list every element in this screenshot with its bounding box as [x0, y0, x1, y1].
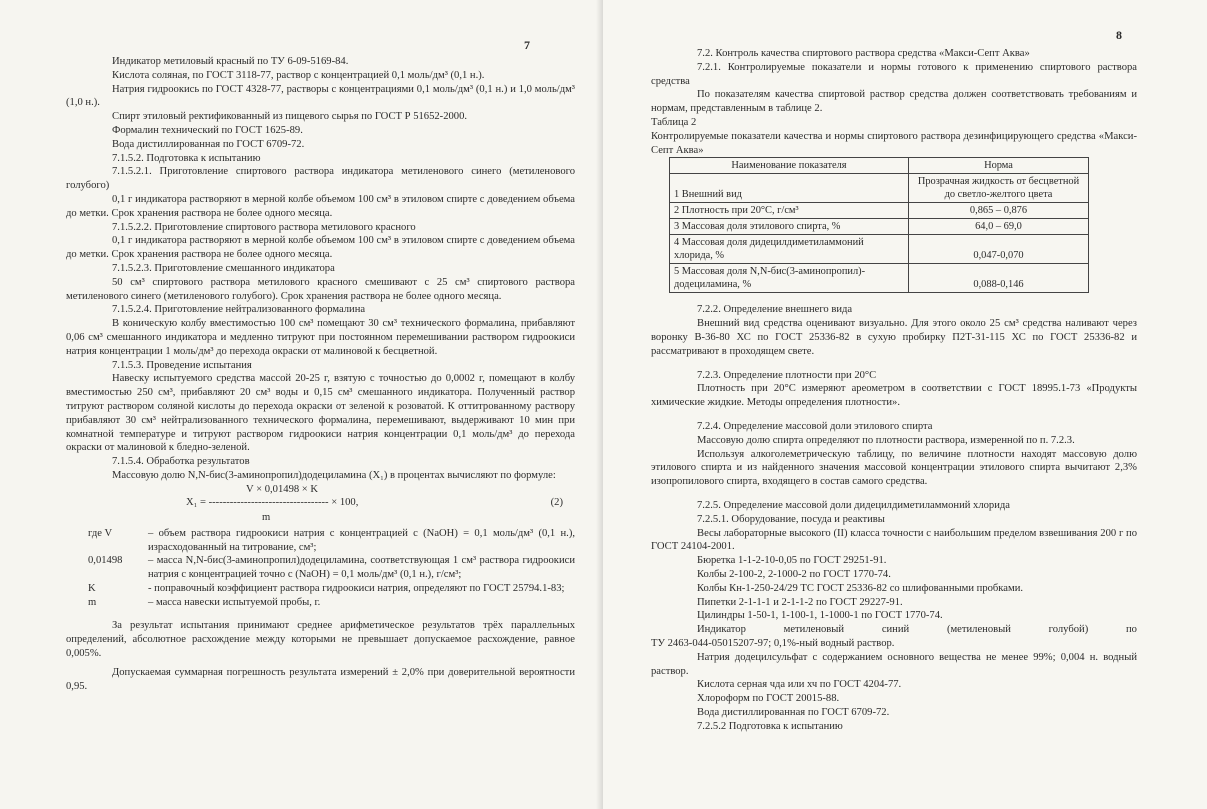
section-heading: 7.2.3. Определение плотности при 20°С — [697, 369, 877, 381]
table-cell-norm: Прозрачная жидкость от бесцветной до светло-желтого цвета — [909, 174, 1089, 203]
paragraph: В коническую колбу вместимостью 100 см³ помещают 30 см³ технического формалина, прибавляют 0,06 см³ смешанного индикатора и медленно титруют при постоянном перемешивании раствором гидроокиси натрия концентрации 1 моль/дм³ до перехода окраски от малиновой к бесцветной. — [66, 318, 575, 357]
formula-denominator: m — [262, 511, 271, 523]
reagent-line: Индикатор метиловый красный по ТУ 6-09-5169-84. — [112, 56, 349, 67]
indicator-word: (метиленовый — [946, 624, 1011, 636]
table-cell-name: 4 Массовая доля дидецилдиметиламмоний хлорида, % — [670, 235, 909, 264]
definition-symbol: K — [88, 582, 96, 594]
indicator-word: по — [1125, 624, 1137, 636]
section-heading: 7.2.1. Контролируемые показатели и нормы готового к применению спиртового раствора средства — [651, 61, 1137, 87]
table-cell-name: 5 Массовая доля N,N-бис(3-аминопропил)-додециламина, % — [670, 264, 909, 293]
definition-row — [66, 596, 575, 610]
table-cell-norm: 0,047-0,070 — [909, 235, 1089, 264]
table-header-cell: Наименование показателя — [670, 158, 909, 174]
paragraph: 50 см³ спиртового раствора метилового красного смешивают с 25 см³ спиртового раствора метиленового синего (метиленового голубого). Срок хранения раствора не более одного месяца. — [66, 276, 575, 302]
table-row — [670, 203, 1089, 219]
indicator-word: Индикатор — [697, 624, 746, 636]
page-number: 8 — [1116, 28, 1122, 42]
table-cell-name: 3 Массовая доля этилового спирта, % — [670, 219, 909, 235]
section-heading: 7.2.4. Определение массовой доли этилового спирта — [697, 420, 933, 432]
definition-symbol: где V — [88, 527, 113, 539]
indicator-line — [651, 623, 1137, 637]
paragraph: По показателям качества спиртовой раствор средства должен соответствовать требованиям и нормам, представленным в таблице 2. — [651, 89, 1137, 115]
equipment-item: Колбы Кн-1-250-24/29 ТС ГОСТ 25336-82 со шлифованными пробками. — [697, 582, 1024, 594]
reagent-item: Хлороформ по ГОСТ 20015-88. — [697, 693, 840, 705]
equipment-item: Цилиндры 1-50-1, 1-100-1, 1-1000-1 по ГОСТ 1770-74. — [697, 610, 943, 622]
formula-numerator: V × 0,01498 × K — [246, 483, 319, 495]
formula — [66, 483, 575, 527]
section-heading: 7.1.5.2. Подготовка к испытанию — [112, 152, 261, 164]
definition-row — [66, 582, 575, 596]
reagent-line: Вода дистиллированная по ГОСТ 6709-72. — [112, 138, 305, 150]
section-heading: 7.1.5.2.2. Приготовление спиртового раствора метилового красного — [112, 221, 416, 233]
definition-row — [66, 554, 575, 582]
paragraph: За результат испытания принимают среднее арифметическое результатов трёх параллельных определений, абсолютное расхождение между которыми не превышает допускаемое расхождение, равное 0,005%. — [66, 620, 575, 660]
definition-text: - поправочный коэффициент раствора гидроокиси натрия, определяют по ГОСТ 25794.1-83; — [148, 582, 565, 594]
definition-symbol: 0,01498 — [88, 555, 123, 567]
paragraph: Натрия додецилсульфат с содержанием основного вещества не менее 99%; 0,004 н. водный раствор. — [651, 651, 1137, 677]
table-row — [670, 174, 1089, 203]
table-title: Контролируемые показатели качества и нормы спиртового раствора дезинфицирующего средства «Макси-Септ Аква» — [651, 130, 1137, 156]
indicator-word: метиленовый — [783, 624, 845, 636]
section-heading: 7.1.5.2.3. Приготовление смешанного индикатора — [112, 262, 335, 274]
reagent-line: Формалин технический по ГОСТ 1625-89. — [112, 124, 303, 136]
section-heading: 7.2.5.1. Оборудование, посуда и реактивы — [697, 513, 885, 525]
quality-table — [669, 157, 1089, 293]
reagent-item: Вода дистиллированная по ГОСТ 6709-72. — [697, 706, 890, 718]
paragraph: Используя алкоголеметрическую таблицу, по величине плотности находят массовую долю этилового спирта и из найденного значения массовой концентрации этилового спирта вычитают 2,3% изопропилового спирта, входящего в состав самого средства. — [651, 448, 1137, 488]
section-heading: 7.2.2. Определение внешнего вида — [697, 304, 853, 316]
table-cell-norm: 64,0 – 69,0 — [909, 219, 1089, 235]
equipment-item: Колбы 2-100-2, 2-1000-2 по ГОСТ 1770-74. — [697, 568, 891, 580]
section-heading: 7.1.5.4. Обработка результатов — [112, 456, 250, 468]
indicator-word: голубой) — [1048, 624, 1089, 636]
table-row — [670, 235, 1089, 264]
page-number: 7 — [524, 38, 530, 52]
section-heading: 7.2.5. Определение массовой доли дидецилдиметиламмоний хлорида — [697, 499, 1010, 511]
section-heading: 7.2. Контроль качества спиртового раствора средства «Макси-Септ Аква» — [697, 48, 1030, 59]
table-cell-name: 2 Плотность при 20°С, г/см³ — [670, 203, 909, 219]
paragraph: ТУ 2463-044-05015207-97; 0,1%-ный водный раствор. — [651, 637, 895, 649]
table-header-cell: Норма — [909, 158, 1089, 174]
reagent-item: Кислота серная чда или хч по ГОСТ 4204-77. — [697, 679, 902, 691]
paragraph: Допускаемая суммарная погрешность результата измерений ± 2,0% при доверительной вероятности 0,95. — [66, 666, 575, 692]
table-row — [670, 264, 1089, 293]
page-7-text — [66, 55, 575, 693]
formula-definitions — [66, 527, 575, 610]
formula-lhs: X₁ = ---------------------------------- × 100, — [186, 496, 359, 508]
definition-text: – масса N,N-бис(3-аминопропил)додециламина, соответствующая 1 см³ раствора гидроокиси натрия с концентрацией точно c (NaOH) = 0,1 моль/дм³ (0,1 н.), г/см³; — [148, 555, 575, 581]
section-heading: 7.1.5.2.1. Приготовление спиртового раствора индикатора метиленового синего (метиленового голубого) — [66, 166, 575, 192]
section-heading: 7.1.5.3. Проведение испытания — [112, 359, 252, 371]
table-cell-norm: 0,088-0,146 — [909, 264, 1089, 293]
section-heading: 7.1.5.2.4. Приготовление нейтрализованного формалина — [112, 304, 366, 316]
paragraph: 0,1 г индикатора растворяют в мерной колбе объемом 100 см³ в этиловом спирте с доведением объема до метки. Срок хранения раствора не более одного месяца. — [66, 235, 575, 261]
section-heading: 7.2.5.2 Подготовка к испытанию — [697, 720, 843, 732]
paragraph: 0,1 г индикатора растворяют в мерной колбе объемом 100 см³ в этиловом спирте с доведением объема до метки. Срок хранения раствора не более одного месяца. — [66, 193, 575, 219]
table-header-row — [670, 158, 1089, 174]
paragraph: Плотность при 20°С измеряют ареометром в соответствии с ГОСТ 18995.1-73 «Продукты химические жидкие. Методы определения плотности». — [651, 383, 1137, 409]
formula-number: (2) — [550, 496, 563, 508]
definition-text: – объем раствора гидроокиси натрия с концентрацией c (NaOH) = 0,1 моль/дм³ (0,1 н.), израсходованный на титрование, см³; — [148, 527, 575, 553]
paragraph: Весы лабораторные высокого (II) класса точности с наибольшим пределом взвешивания 200 г по ГОСТ 24104-2001. — [651, 527, 1137, 553]
reagent-line: Натрия гидроокись по ГОСТ 4328-77, растворы с концентрациями 0,1 моль/дм³ (0,1 н.) и 1,0 моль/дм³ (1,0 н.). — [66, 83, 575, 109]
table-caption: Таблица 2 — [651, 116, 697, 128]
table-cell-name: 1 Внешний вид — [670, 174, 909, 203]
paragraph: Массовую долю N,N-бис(3-аминопропил)додециламина (X₁) в процентах вычисляют по формуле: — [112, 469, 556, 481]
definition-row — [66, 527, 575, 555]
definition-text: – масса навески испытуемой пробы, г. — [148, 596, 321, 608]
equipment-item: Бюретка 1-1-2-10-0,05 по ГОСТ 29251-91. — [697, 555, 887, 567]
reagent-line: Спирт этиловый ректификованный из пищевого сырья по ГОСТ Р 51652-2000. — [112, 111, 468, 123]
page-8-text — [651, 47, 1137, 733]
table-cell-norm: 0,865 – 0,876 — [909, 203, 1089, 219]
paragraph: Массовую долю спирта определяют по плотности раствора, измеренной по п. 7.2.3. — [697, 434, 1075, 446]
paragraph: Внешний вид средства оценивают визуально. Для этого около 25 см³ средства наливают через воронку В-36-80 ХС по ГОСТ 25336-82 в сухую пробирку П2Т-31-115 ХС по ГОСТ 25336-82 и рассматривают в проходящем свете. — [651, 318, 1137, 357]
indicator-word: синий — [881, 624, 910, 636]
paragraph: Навеску испытуемого средства массой 20-25 г, взятую с точностью до 0,0002 г, помещают в колбу вместимостью 250 см³, прибавляют 20 см³ воды и 0,15 см³ смешанного индикатора. Полученный раствор титруют раствором соляной кислоты до перехода окраски от зеленой к розоватой. К оттитрованному раствору прибавляют 30 см³ нейтрализованного технического формалина, перемешивают, выдерживают 10 мин при комнатной температуре и титруют раствором гидроокиси натрия концентрации 0,1 моль/дм³ до перехода окраски от малиновой к бледно-зеленой. — [66, 373, 575, 454]
table-row — [670, 219, 1089, 235]
reagent-line: Кислота соляная, по ГОСТ 3118-77, раствор с концентрацией 0,1 моль/дм³ (0,1 н.). — [112, 69, 485, 81]
definition-symbol: m — [88, 596, 97, 608]
page-7 — [0, 0, 603, 809]
page-8 — [603, 0, 1207, 809]
equipment-item: Пипетки 2-1-1-1 и 2-1-1-2 по ГОСТ 29227-91. — [697, 596, 903, 608]
